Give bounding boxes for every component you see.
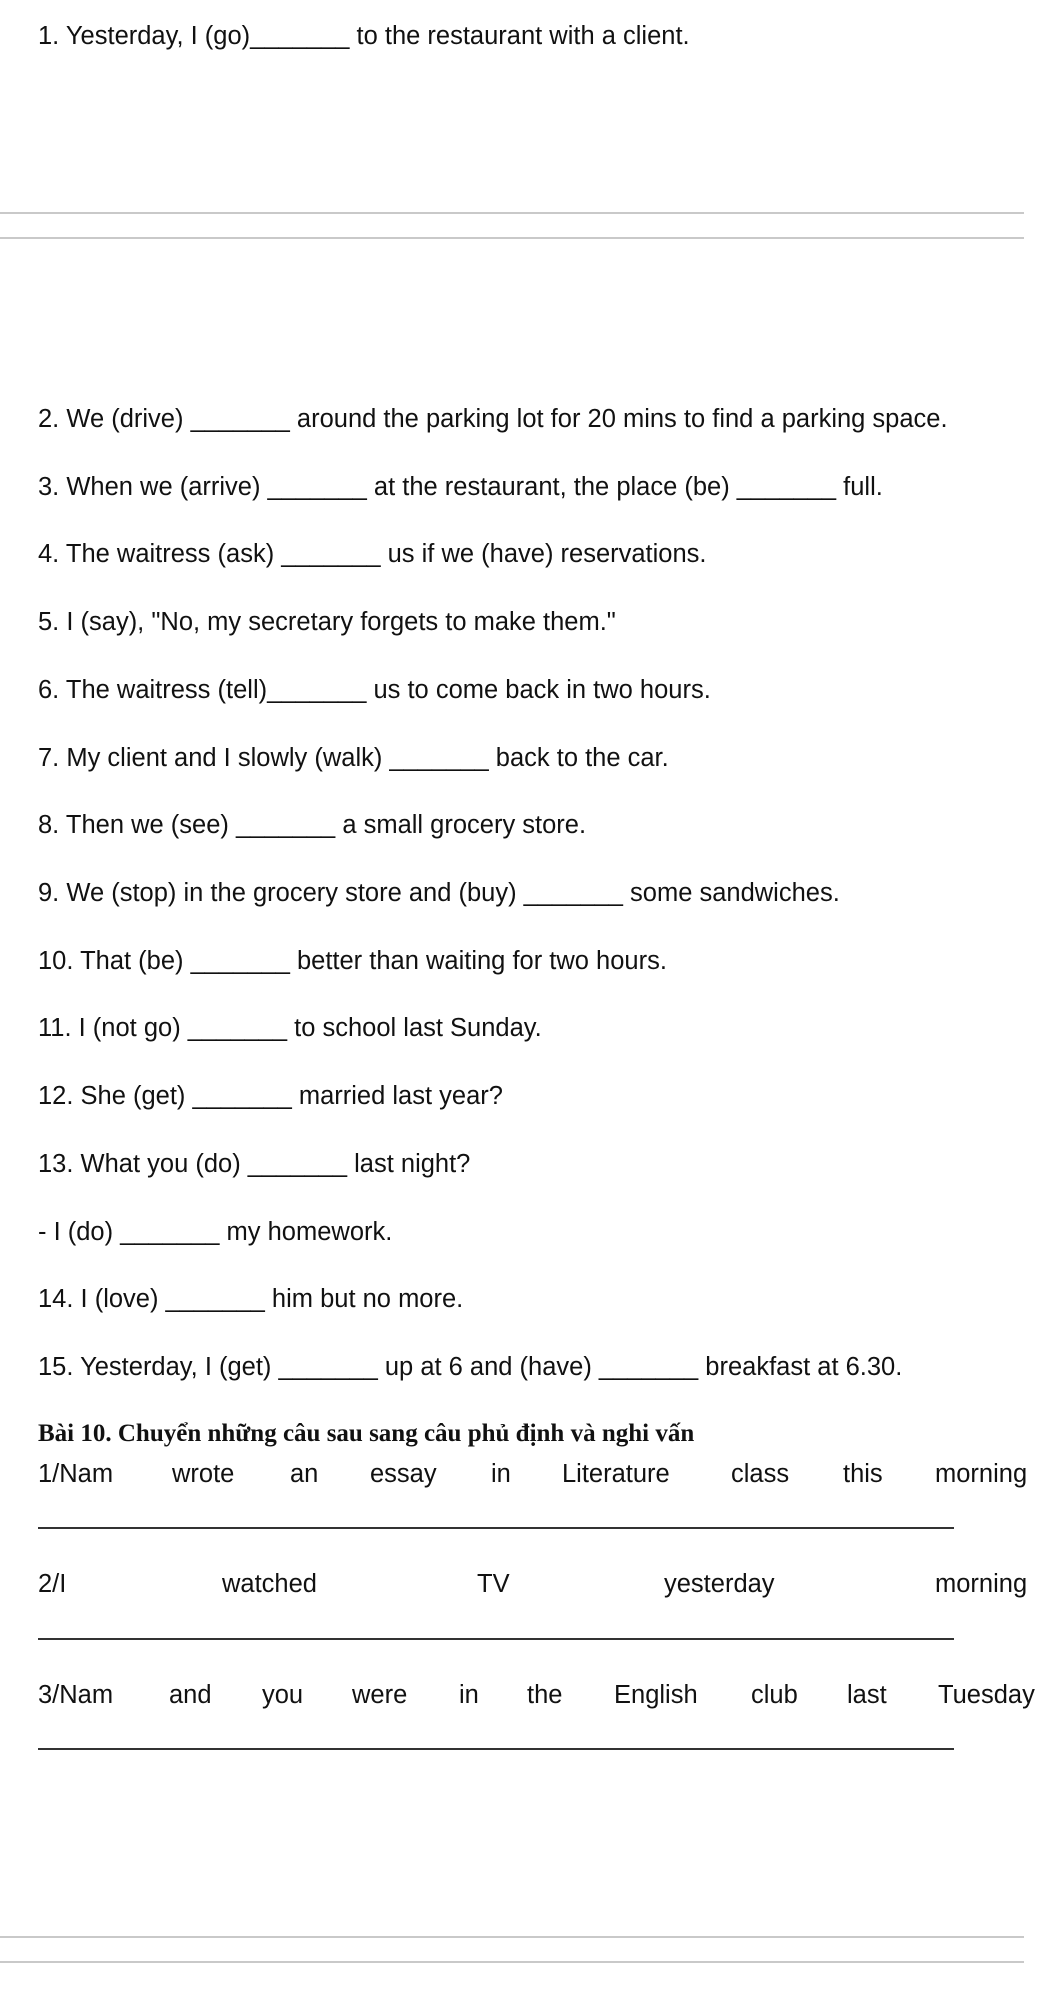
sentence-word: club [751, 1681, 798, 1709]
page-divider-3 [0, 1936, 1024, 1938]
question-1: 1. Yesterday, I (go)_______ to the restaurant with a client. [38, 22, 690, 50]
question-12: 12. She (get) _______ married last year? [38, 1082, 503, 1110]
page-divider-1 [0, 212, 1024, 214]
sentence-word: watched [222, 1570, 317, 1598]
sentence-word: Tuesday [938, 1681, 1035, 1709]
answer-line-1[interactable] [38, 1527, 954, 1529]
sentence-word: were [352, 1681, 408, 1709]
sentence-word: essay [370, 1460, 437, 1488]
question-3: 3. When we (arrive) _______ at the restaurant, the place (be) _______ full. [38, 473, 883, 501]
sentence-word: in [459, 1681, 479, 1709]
question-13: 13. What you (do) _______ last night? [38, 1150, 471, 1178]
answer-line-3[interactable] [38, 1748, 954, 1750]
question-2: 2. We (drive) _______ around the parking lot for 20 mins to find a parking space. [38, 405, 948, 433]
answer-line-2[interactable] [38, 1638, 954, 1640]
sentence-word: TV [477, 1570, 510, 1598]
sentence-word: wrote [172, 1460, 235, 1488]
question-14: 14. I (love) _______ him but no more. [38, 1285, 464, 1313]
sentence-word: English [614, 1681, 698, 1709]
sentence-word: morning [935, 1460, 1028, 1488]
sentence-word: 1/Nam [38, 1460, 114, 1488]
sentence-word: class [731, 1460, 790, 1488]
sentence-word: Literature [562, 1460, 670, 1488]
sentence-word: you [262, 1681, 304, 1709]
sentence-word: this [843, 1460, 883, 1488]
sentence-word: last [847, 1681, 887, 1709]
sentence-word: yesterday [664, 1570, 775, 1598]
page-divider-2 [0, 237, 1024, 239]
question-9: 9. We (stop) in the grocery store and (buy) _______ some sandwiches. [38, 879, 840, 907]
sentence-word: an [290, 1460, 319, 1488]
question-7: 7. My client and I slowly (walk) _______ back to the car. [38, 744, 669, 772]
exercise-10-heading: Bài 10. Chuyển những câu sau sang câu phủ định và nghi vấn [38, 1420, 695, 1447]
question-5: 5. I (say), "No, my secretary forgets to make them." [38, 608, 616, 636]
sentence-word: the [527, 1681, 563, 1709]
sentence-word: in [491, 1460, 511, 1488]
question-8: 8. Then we (see) _______ a small grocery store. [38, 811, 587, 839]
question-13-answer: - I (do) _______ my homework. [38, 1218, 393, 1246]
question-4: 4. The waitress (ask) _______ us if we (have) reservations. [38, 540, 707, 568]
question-15: 15. Yesterday, I (get) _______ up at 6 and (have) _______ breakfast at 6.30. [38, 1353, 903, 1381]
sentence-word: and [169, 1681, 212, 1709]
question-10: 10. That (be) _______ better than waiting for two hours. [38, 947, 667, 975]
question-11: 11. I (not go) _______ to school last Sunday. [38, 1014, 542, 1042]
sentence-word: 2/I [38, 1570, 67, 1598]
sentence-word: 3/Nam [38, 1681, 114, 1709]
question-6: 6. The waitress (tell)_______ us to come back in two hours. [38, 676, 711, 704]
sentence-word: morning [935, 1570, 1028, 1598]
page-divider-4 [0, 1961, 1024, 1963]
